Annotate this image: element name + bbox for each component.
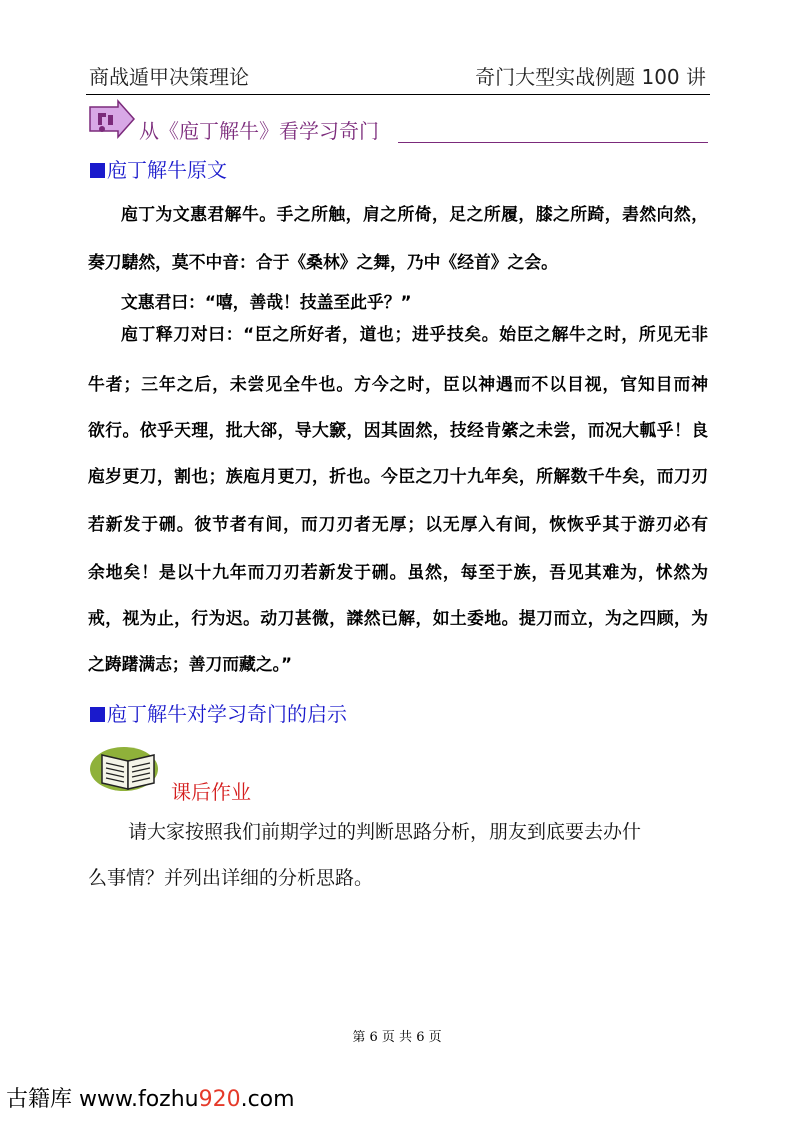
header-left: 商战遁甲决策理论 xyxy=(89,65,249,89)
watermark-prefix: 古籍库 www.fozhu xyxy=(6,1087,199,1112)
homework-line-2: 么事情？并列出详细的分析思路。 xyxy=(88,867,374,889)
header-rule xyxy=(86,94,710,95)
watermark xyxy=(6,1086,295,1114)
paragraph-line: 若新发于硎。彼节者有间，而刀刃者无厚；以无厚入有间，恢恢乎其于游刃必有 xyxy=(88,514,709,534)
square-bullet-icon xyxy=(90,707,105,722)
paragraph-line: 文惠君曰：“嘻，善哉！技盖至此乎？” xyxy=(121,292,412,312)
section-title-rule xyxy=(398,142,708,143)
header-right: 奇门大型实战例题 100 讲 xyxy=(475,65,706,89)
open-book-icon xyxy=(88,745,170,797)
watermark-suffix: .com xyxy=(240,1087,295,1112)
watermark-number: 920 xyxy=(198,1087,241,1112)
homework-line-1: 请大家按照我们前期学过的判断思路分析，朋友到底要去办什 xyxy=(128,821,642,843)
page-number: 第 6 页 共 6 页 xyxy=(352,1030,442,1045)
paragraph-line: 余地矣！是以十九年而刀刃若新发于硎。虽然，每至于族，吾见其难为，怵然为 xyxy=(88,562,709,582)
paragraph-line: 庖丁释刀对曰：“臣之所好者，道也；进乎技矣。始臣之解牛之时，所见无非 xyxy=(121,324,709,344)
paragraph-line: 奏刀騞然，莫不中音：合于《桑林》之舞，乃中《经首》之会。 xyxy=(88,252,558,272)
sub-heading-original-text: 庖丁解牛原文 xyxy=(107,158,227,182)
sub-heading-insight-text: 庖丁解牛对学习奇门的启示 xyxy=(107,702,347,726)
pointing-hand-icon xyxy=(88,99,136,139)
paragraph-line: 庖岁更刀，割也；族庖月更刀，折也。今臣之刀十九年矣，所解数千牛矣，而刀刃 xyxy=(88,466,709,486)
homework-title: 课后作业 xyxy=(171,780,251,804)
section-title: 从《庖丁解牛》看学习奇门 xyxy=(139,119,379,143)
paragraph-line: 庖丁为文惠君解牛。手之所触，肩之所倚，足之所履，膝之所踦，砉然向然， xyxy=(121,204,709,224)
paragraph-line: 之踌躇满志；善刀而藏之。” xyxy=(88,654,293,674)
paragraph-line: 牛者；三年之后，未尝见全牛也。方今之时，臣以神遇而不以目视，官知目而神 xyxy=(88,374,709,394)
sub-heading-original xyxy=(90,156,227,184)
paragraph-line: 戒，视为止，行为迟。动刀甚微，謋然已解，如土委地。提刀而立，为之四顾，为 xyxy=(88,608,709,628)
square-bullet-icon xyxy=(90,163,105,178)
paragraph-line: 欲行。依乎天理，批大郤，导大窾，因其固然，技经肯綮之未尝，而况大軱乎！良 xyxy=(88,420,709,440)
sub-heading-insight xyxy=(90,700,347,728)
